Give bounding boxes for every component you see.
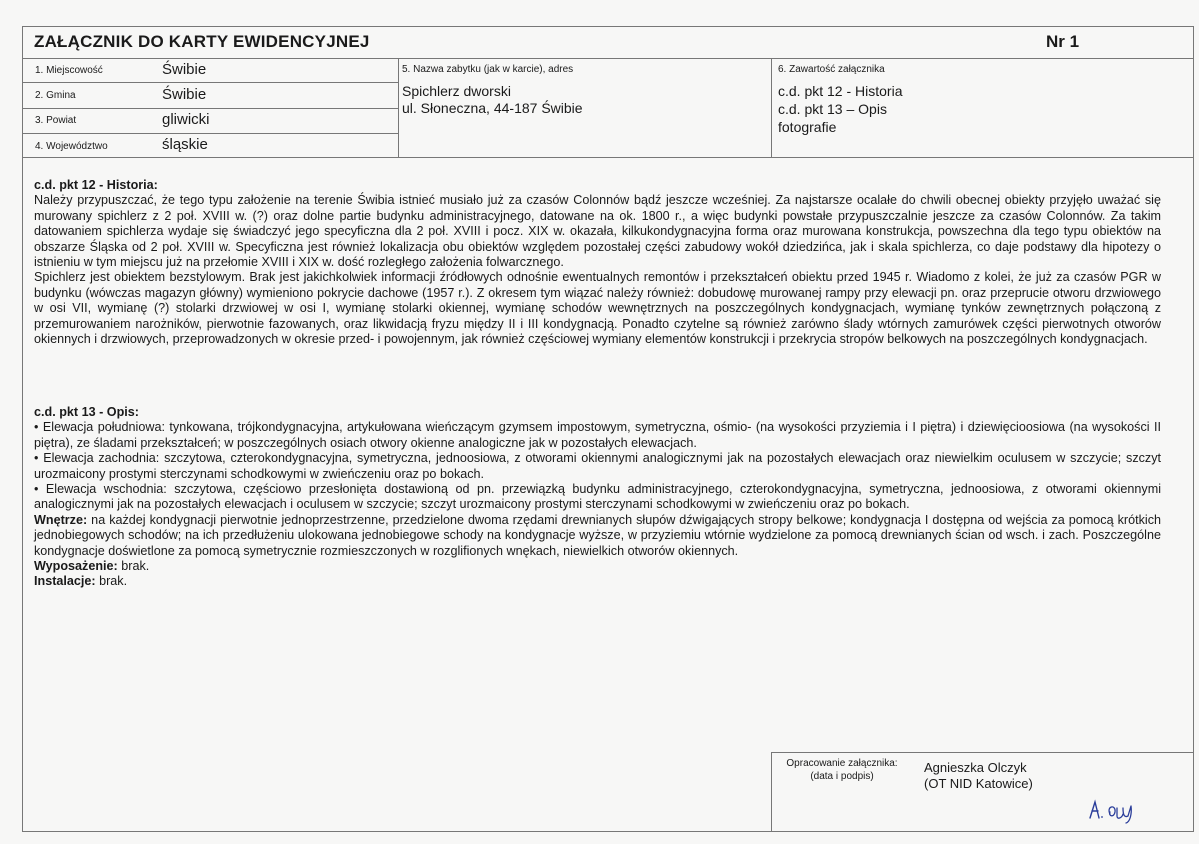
wnetrze-paragraph [34,513,1161,559]
document-title: ZAŁĄCZNIK DO KARTY EWIDENCYJNEJ [34,32,370,51]
footer-divider [771,752,1194,753]
nazwa-line-2: ul. Słoneczna, 44-187 Świbie [402,100,583,116]
powiat-label: 3. Powiat [35,115,77,126]
miejscowosc-label: 1. Miejscowość [35,65,103,76]
prepared-by-label [776,757,908,783]
column-divider [771,58,772,158]
instalacje-label: Instalacje: [34,574,96,589]
prepared-by-label-line-1: Opracowanie załącznika: [786,758,898,769]
instalacje-text: brak. [95,574,128,589]
wojewodztwo-label: 4. Województwo [35,141,108,152]
author-name: Agnieszka Olczyk [924,760,1027,775]
opis-item-east: • Elewacja wschodnia: szczytowa, częściowo przesłonięta dostawioną od pn. przewiązką budynku administracyjnego, czterokondygnacyjna, symetryczna, jednoosiowa, z otworami okiennymi analogicznymi jak na pozostałych elewacjach i oculusem w szczycie; szczyt urozmaicony prostymi sterczynami schodkowymi w zwieńczeniu oraz po bokach. [34,482,1161,512]
historia-heading: c.d. pkt 12 - Historia: [34,178,158,192]
wyposazenie-label: Wyposażenie: [34,559,118,574]
miejscowosc-value: Świbie [162,61,207,78]
opis-heading: c.d. pkt 13 - Opis: [34,405,139,419]
footer-column-divider [771,752,772,832]
wojewodztwo-value: śląskie [162,136,208,153]
powiat-value: gliwicki [162,111,210,128]
instalacje-paragraph [34,574,1161,589]
author-institution: (OT NID Katowice) [924,776,1033,791]
zawartosc-line-2: c.d. pkt 13 – Opis [778,101,887,117]
opis-section [34,405,1161,590]
zawartosc-label: 6. Zawartość załącznika [778,64,885,75]
gmina-value: Świbie [162,86,207,103]
signature-image [1086,796,1148,826]
historia-section [34,178,1161,347]
table-bottom-border [22,157,1194,158]
row-divider [22,133,398,134]
prepared-by-label-line-2: (data i podpis) [810,771,874,782]
zawartosc-line-1: c.d. pkt 12 - Historia [778,83,903,99]
attachment-number: Nr 1 [1046,32,1080,51]
row-divider [22,108,398,109]
table-top-border [22,58,1194,59]
opis-item-west: • Elewacja zachodnia: szczytowa, czterokondygnacyjna, symetryczna, jednoosiowa, z otworami okiennymi analogicznymi jak na pozostałych elewacjach oraz niewielkim oculusem w szczycie; szczyt urozmaicony prostymi sterczynami schodkowymi w zwieńczeniu oraz po bokach. [34,451,1161,481]
wyposazenie-paragraph [34,559,1161,574]
wyposazenie-text: brak. [117,559,150,574]
zawartosc-line-3: fotografie [778,119,837,135]
opis-item-south: • Elewacja południowa: tynkowana, trójkondygnacyjna, artykułowana wieńczącym gzymsem impostowym, symetryczna, ośmio- (na wysokości przyziemia i I piętra) i dziewięcioosiowa (na wysokości II piętra), ze śladami przekształceń; w poszczególnych osiach otwory okienne analogiczne jak w pozostałych elewacjach. [34,420,1161,450]
row-divider [22,82,398,83]
nazwa-line-1: Spichlerz dworski [402,83,511,99]
historia-paragraph-2: Spichlerz jest obiektem bezstylowym. Brak jest jakichkolwiek informacji źródłowych odnośnie ewentualnych remontów i przekształceń obiektu przed 1945 r. Wiadomo z kolei, że już za czasów PGR w budynku (wówczas magazyn główny) wymieniono pokrycie dachowe (1957 r.). Z okresem tym wiązać należy również: dobudowę murowanej rampy przy elewacji pn. oraz przeprucie otworu drzwiowego w osi VII, wymianę (?) stolarki drzwiowej w osi I, wymianę stolarki okiennej, wymianę schodów wewnętrznych na poszczególnych kondygnacjach, wymianę tynków zewnętrznych połączoną z przemurowaniem narożników, pierwotnie fazowanych, oraz likwidacją fryzu między II i III kondygnacją. Ponadto czytelne są również zarówno ślady wtórnych zamurówek części pierwotnych otworów okiennych i drzwiowych, przeprowadzonych w okresie przed- i powojennym, jak również częściowej wymiany elementów konstrukcji i przekrycia stropów belkowych na poszczególnych kondygnacjach. [34,270,1161,347]
gmina-label: 2. Gmina [35,90,76,101]
nazwa-label: 5. Nazwa zabytku (jak w karcie), adres [402,64,574,75]
column-divider [398,58,399,158]
wnetrze-label: Wnętrze: [34,512,88,527]
wnetrze-text: na każdej kondygnacji pierwotnie jednoprzestrzenne, przedzielone dwoma rzędami drewnianych słupów dźwigających stropy belkowe; kondygnacja I dostępna od wejścia za pomocą krótkich jednobiegowych schodów; na ich przedłużeniu ulokowana jednobiegowe schody na kondygnacje wyższe, w przyziemiu wtórnie wydzielone za pomocą drewnianych ścian od wsch. i zach. Poszczególne kondygnacje doświetlone za pomocą symetrycznie rozmieszczonych w rozglifionych wnękach, niewielkich otworów okiennych. [34,512,1161,558]
historia-paragraph-1: Należy przypuszczać, że tego typu założenie na terenie Świbia istnieć musiało już za czasów Colonnów bądź jeszcze wcześniej. Za najstarsze ocalałe do chwili obecnej obiekty przyjęło uważać się murowany spichlerz z 2 poł. XVIII w. (?) oraz dolne partie budynku administracyjnego, datowane na ok. 1800 r., a więc budynki powstałe przypuszczalnie jeszcze za czasów Colonnów. Za takim datowaniem spichlerza wydaje się świadczyć jego specyficzna dla 2 poł. XVIII i pocz. XIX w. okazała, kilkukondygnacyjna forma oraz murowana konstrukcja, powszechna dla tego typu obiektów na obszarze Śląska od 2 poł. XVIII w. Specyficzna jest również lokalizacja obu obiektów względem pozostałej części zabudowy wokół dziedzińca, jak i skala spichlerza, co daje podstawy dla hipotezy o istnieniu w tym miejscu już na przełomie XVIII i XIX w. dość rozległego założenia folwarcznego. [34,193,1161,270]
